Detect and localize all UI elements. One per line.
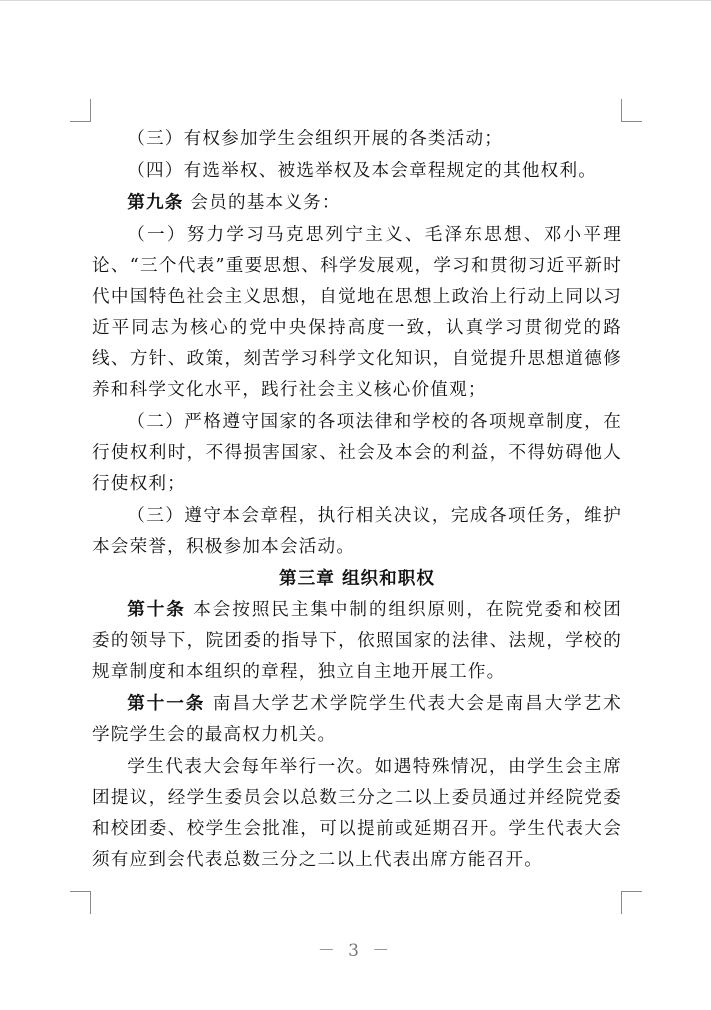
top-divider: [0, 0, 711, 1]
document-body: [92, 123, 622, 876]
article-label: 第十条: [127, 599, 186, 620]
paragraph: （一）努力学习马克思列宁主义、毛泽东思想、邓小平理论、“三个代表”重要思想、科学发展观，学习和贯彻习近平新时代中国特色社会主义思想，自觉地在思想上政治上行动上同以习近平同志为核心的党中央保持高度一致，认真学习贯彻党的路线、方针、政策，刻苦学习科学文化知识，自觉提升思想道德修养和科学文化水平，践行社会主义核心价值观；: [92, 225, 622, 400]
paragraph: 学生代表大会每年举行一次。如遇特殊情况，由学生会主席团提议，经学生委员会以总数三分之二以上委员通过并经院党委和校团委、校学生会批准，可以提前或延期召开。学生代表大会须有应到会代表总数三分之二以上代表出席方能召开。: [92, 757, 622, 870]
paragraph: （三）遵守本会章程，执行相关决议，完成各项任务，维护本会荣誉，积极参加本会活动。: [92, 506, 622, 557]
article-ten: 第十条 本会按照民主集中制的组织原则，在院党委和校团委的领导下，院团委的指导下，依照国家的法律、法规，学校的规章制度和本组织的章程，独立自主地开展工作。: [92, 599, 622, 682]
article-eleven: 第十一条 南昌大学艺术学院学生代表大会是南昌大学艺术学院学生会的最高权力机关。: [92, 693, 622, 745]
article-label: 第九条: [127, 192, 184, 213]
chapter-heading: 第三章 组织和职权: [279, 568, 435, 589]
crop-mark-top-left: [70, 99, 91, 122]
article-nine: 第九条 会员的基本义务：: [127, 192, 341, 213]
paragraph: （三）有权参加学生会组织开展的各类活动；: [127, 129, 504, 149]
article-label: 第十一条: [127, 693, 206, 714]
paragraph: （二）严格遵守国家的各项法律和学校的各项规章制度，在行使权利时，不得损害国家、社会及本会的利益，不得妨碍他人行使权利；: [92, 412, 622, 494]
paragraph: （四）有选举权、被选举权及本会章程规定的其他权利。: [127, 161, 598, 181]
page-number: － 3 －: [317, 941, 394, 961]
crop-mark-top-right: [621, 99, 642, 122]
crop-mark-bottom-left: [70, 891, 91, 914]
crop-mark-bottom-right: [621, 891, 642, 914]
